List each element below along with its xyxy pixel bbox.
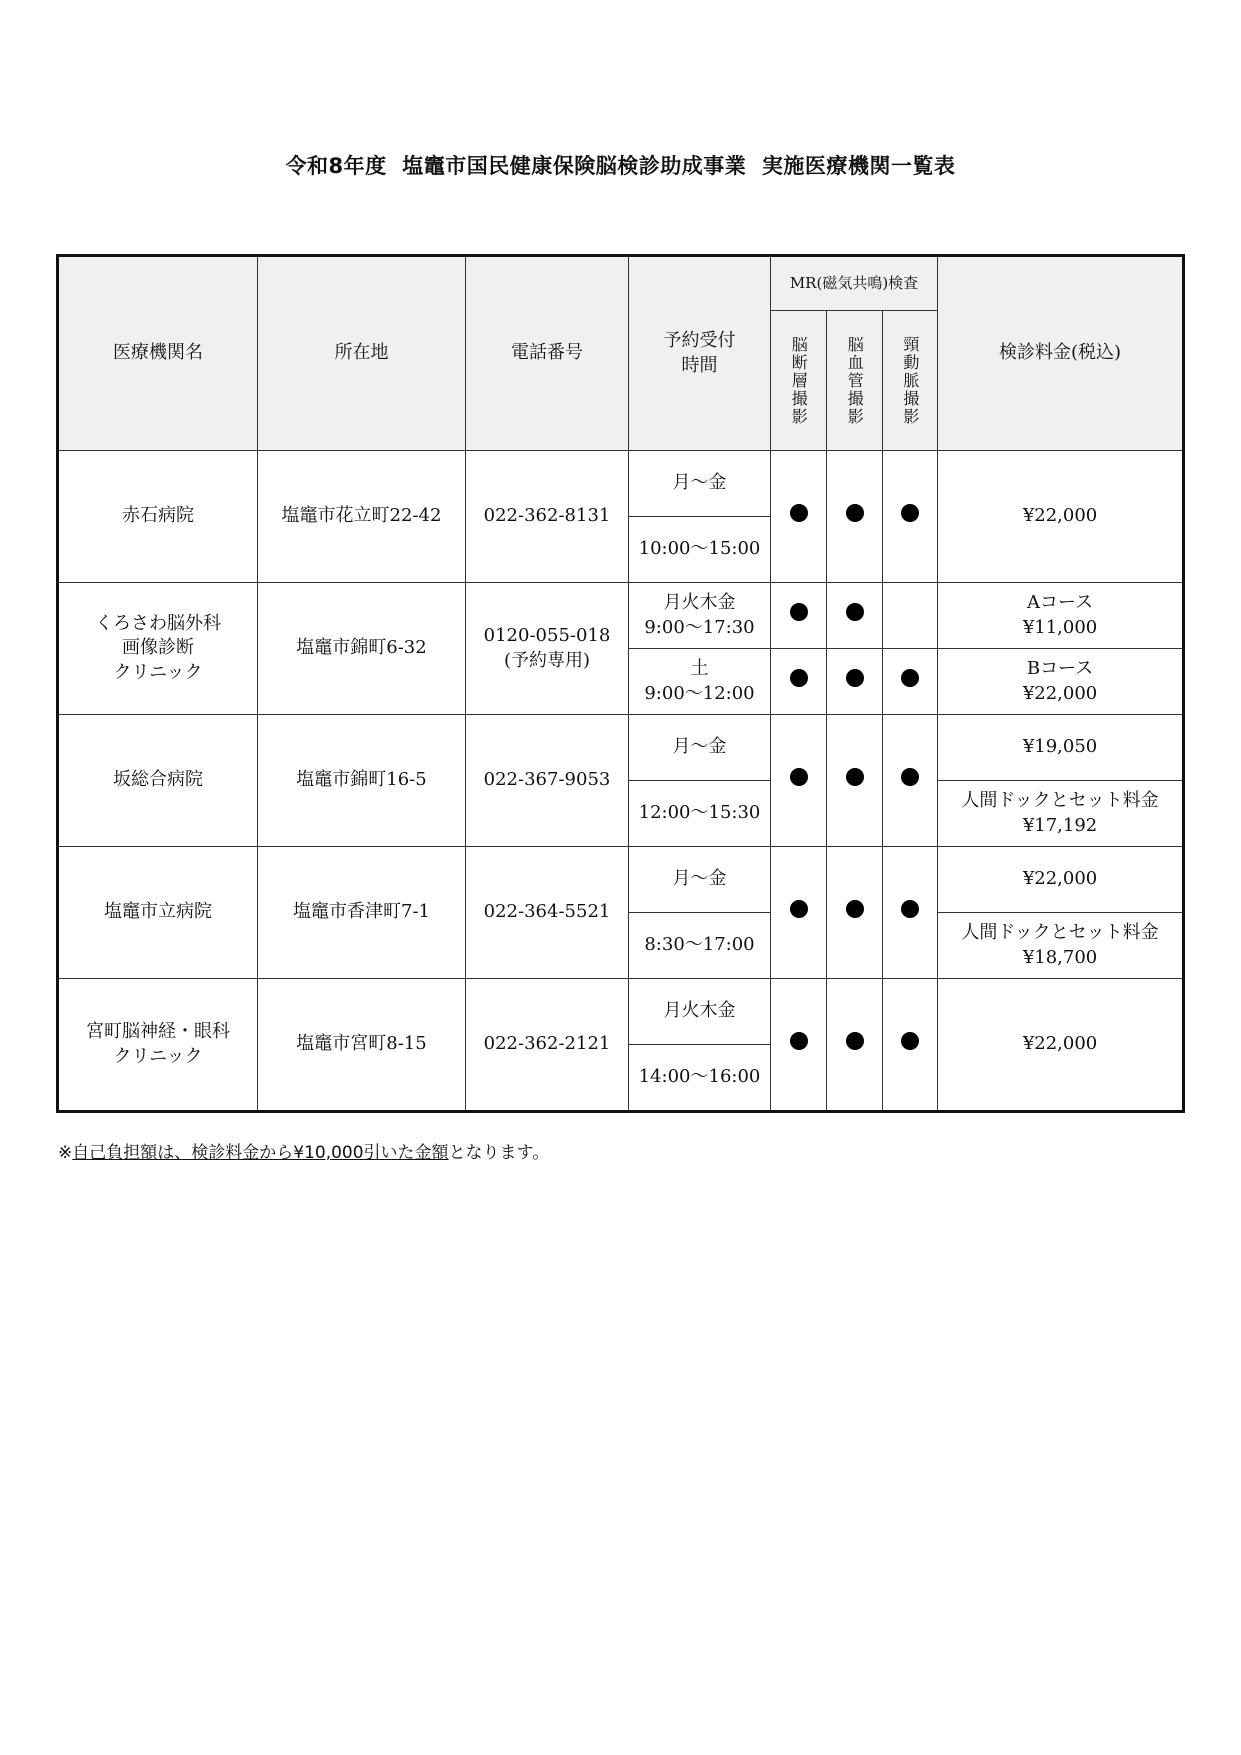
institution-phone: 022-362-8131 bbox=[466, 451, 629, 583]
fee: ¥22,000 bbox=[938, 451, 1183, 583]
institution-name bbox=[59, 583, 258, 715]
set-fee-value: ¥18,700 bbox=[1022, 946, 1098, 968]
footnote bbox=[58, 1138, 549, 1163]
footnote-suffix: となります。 bbox=[448, 1143, 550, 1163]
set-fee-label: 人間ドックとセット料金 bbox=[961, 922, 1159, 944]
header-fee: 検診料金(税込) bbox=[938, 257, 1183, 451]
header-reception-line2: 時間 bbox=[681, 354, 718, 376]
institution-name: 塩竈市立病院 bbox=[59, 847, 258, 979]
mark-brain-vessel bbox=[827, 649, 883, 715]
header-mr-group: MR(磁気共鳴)検査 bbox=[771, 257, 938, 311]
mark-dot bbox=[901, 504, 919, 522]
mark-dot bbox=[901, 1032, 919, 1050]
mark-brain-tomography bbox=[771, 847, 827, 979]
mark-dot bbox=[901, 900, 919, 918]
institution-phone bbox=[466, 583, 629, 715]
mark-brain-vessel bbox=[827, 847, 883, 979]
set-fee bbox=[938, 781, 1183, 847]
header-mr-carotid: 頸動脈撮影 bbox=[883, 311, 938, 451]
mark-dot bbox=[790, 669, 808, 687]
mark-carotid bbox=[883, 979, 938, 1111]
institution-phone: 022-364-5521 bbox=[466, 847, 629, 979]
reception-hours: 14:00～16:00 bbox=[629, 1045, 771, 1111]
header-phone: 電話番号 bbox=[466, 257, 629, 451]
reception-days: 土 bbox=[690, 658, 709, 680]
institution-name: 坂総合病院 bbox=[59, 715, 258, 847]
mark-carotid bbox=[883, 715, 938, 847]
reception-days: 月～金 bbox=[629, 847, 771, 913]
mark-dot bbox=[901, 669, 919, 687]
mark-brain-tomography bbox=[771, 979, 827, 1111]
fee bbox=[938, 649, 1183, 715]
fee: ¥22,000 bbox=[938, 847, 1183, 913]
reception-slot bbox=[629, 649, 771, 715]
reception-hours: 10:00～15:00 bbox=[629, 517, 771, 583]
institution-address: 塩竈市錦町6-32 bbox=[258, 583, 466, 715]
table-row bbox=[59, 715, 1183, 781]
footnote-underlined: 自己負担額は、検診料金から¥10,000引いた金額 bbox=[72, 1143, 449, 1163]
reception-days: 月～金 bbox=[629, 715, 771, 781]
reception-days: 月～金 bbox=[629, 451, 771, 517]
reception-days: 月火木金 bbox=[663, 592, 736, 614]
course-fee: ¥22,000 bbox=[1022, 682, 1098, 704]
header-name: 医療機関名 bbox=[59, 257, 258, 451]
mark-dot bbox=[790, 900, 808, 918]
mark-brain-tomography bbox=[771, 715, 827, 847]
set-fee bbox=[938, 913, 1183, 979]
fee: ¥19,050 bbox=[938, 715, 1183, 781]
phone-number: 0120-055-018 bbox=[483, 625, 611, 647]
institution-address: 塩竈市錦町16-5 bbox=[258, 715, 466, 847]
mark-dot bbox=[790, 504, 808, 522]
fee: ¥22,000 bbox=[938, 979, 1183, 1111]
table-row bbox=[59, 583, 1183, 649]
institution-phone: 022-362-2121 bbox=[466, 979, 629, 1111]
page-title: 令和8年度 塩竈市国民健康保険脳検診助成事業 実施医療機関一覧表 bbox=[285, 154, 956, 178]
phone-note: (予約専用) bbox=[503, 649, 591, 671]
table-row bbox=[59, 979, 1183, 1045]
institution-address: 塩竈市宮町8-15 bbox=[258, 979, 466, 1111]
mark-dot bbox=[790, 1032, 808, 1050]
reception-days: 月火木金 bbox=[629, 979, 771, 1045]
mark-carotid bbox=[883, 847, 938, 979]
header-reception bbox=[629, 257, 771, 451]
reception-hours: 9:00～12:00 bbox=[644, 682, 755, 704]
mark-carotid-empty bbox=[883, 583, 938, 649]
mark-dot bbox=[846, 768, 864, 786]
mark-brain-vessel bbox=[827, 451, 883, 583]
header-mr-brain-tomography: 脳断層撮影 bbox=[771, 311, 827, 451]
mark-brain-vessel bbox=[827, 583, 883, 649]
institution-name: 赤石病院 bbox=[59, 451, 258, 583]
reception-slot bbox=[629, 583, 771, 649]
mark-brain-tomography bbox=[771, 649, 827, 715]
mark-brain-tomography bbox=[771, 583, 827, 649]
institution-name-line: 宮町脳神経・眼科 bbox=[86, 1021, 230, 1043]
mark-dot bbox=[846, 669, 864, 687]
mark-brain-vessel bbox=[827, 715, 883, 847]
institution-phone: 022-367-9053 bbox=[466, 715, 629, 847]
set-fee-value: ¥17,192 bbox=[1022, 814, 1098, 836]
institution-address: 塩竈市花立町22-42 bbox=[258, 451, 466, 583]
course-fee: ¥11,000 bbox=[1022, 616, 1098, 638]
mark-carotid bbox=[883, 649, 938, 715]
course-name: Bコース bbox=[1026, 658, 1094, 680]
mark-dot bbox=[846, 1032, 864, 1050]
set-fee-label: 人間ドックとセット料金 bbox=[961, 790, 1159, 812]
institution-name bbox=[59, 979, 258, 1111]
table-row bbox=[59, 451, 1183, 517]
header-reception-line1: 予約受付 bbox=[663, 330, 736, 352]
mark-dot bbox=[901, 768, 919, 786]
header-mr-brain-vessel: 脳血管撮影 bbox=[827, 311, 883, 451]
institution-name-line: クリニック bbox=[113, 1045, 203, 1067]
table-row bbox=[59, 847, 1183, 913]
institution-name-line: くろさわ脳外科 bbox=[95, 613, 221, 635]
course-name: Aコース bbox=[1026, 592, 1094, 614]
mark-brain-vessel bbox=[827, 979, 883, 1111]
header-address: 所在地 bbox=[258, 257, 466, 451]
medical-institution-table bbox=[58, 256, 1183, 1111]
institution-name-line: クリニック bbox=[113, 661, 203, 683]
institution-name-line: 画像診断 bbox=[122, 637, 194, 659]
mark-brain-tomography bbox=[771, 451, 827, 583]
reception-hours: 8:30～17:00 bbox=[629, 913, 771, 979]
fee bbox=[938, 583, 1183, 649]
mark-dot bbox=[790, 768, 808, 786]
mark-carotid bbox=[883, 451, 938, 583]
footnote-mark: ※ bbox=[58, 1143, 73, 1163]
institution-address: 塩竈市香津町7-1 bbox=[258, 847, 466, 979]
mark-dot bbox=[790, 603, 808, 621]
reception-hours: 9:00～17:30 bbox=[644, 616, 755, 638]
reception-hours: 12:00～15:30 bbox=[629, 781, 771, 847]
table-header-row bbox=[59, 257, 1183, 311]
mark-dot bbox=[846, 504, 864, 522]
mark-dot bbox=[846, 603, 864, 621]
mark-dot bbox=[846, 900, 864, 918]
